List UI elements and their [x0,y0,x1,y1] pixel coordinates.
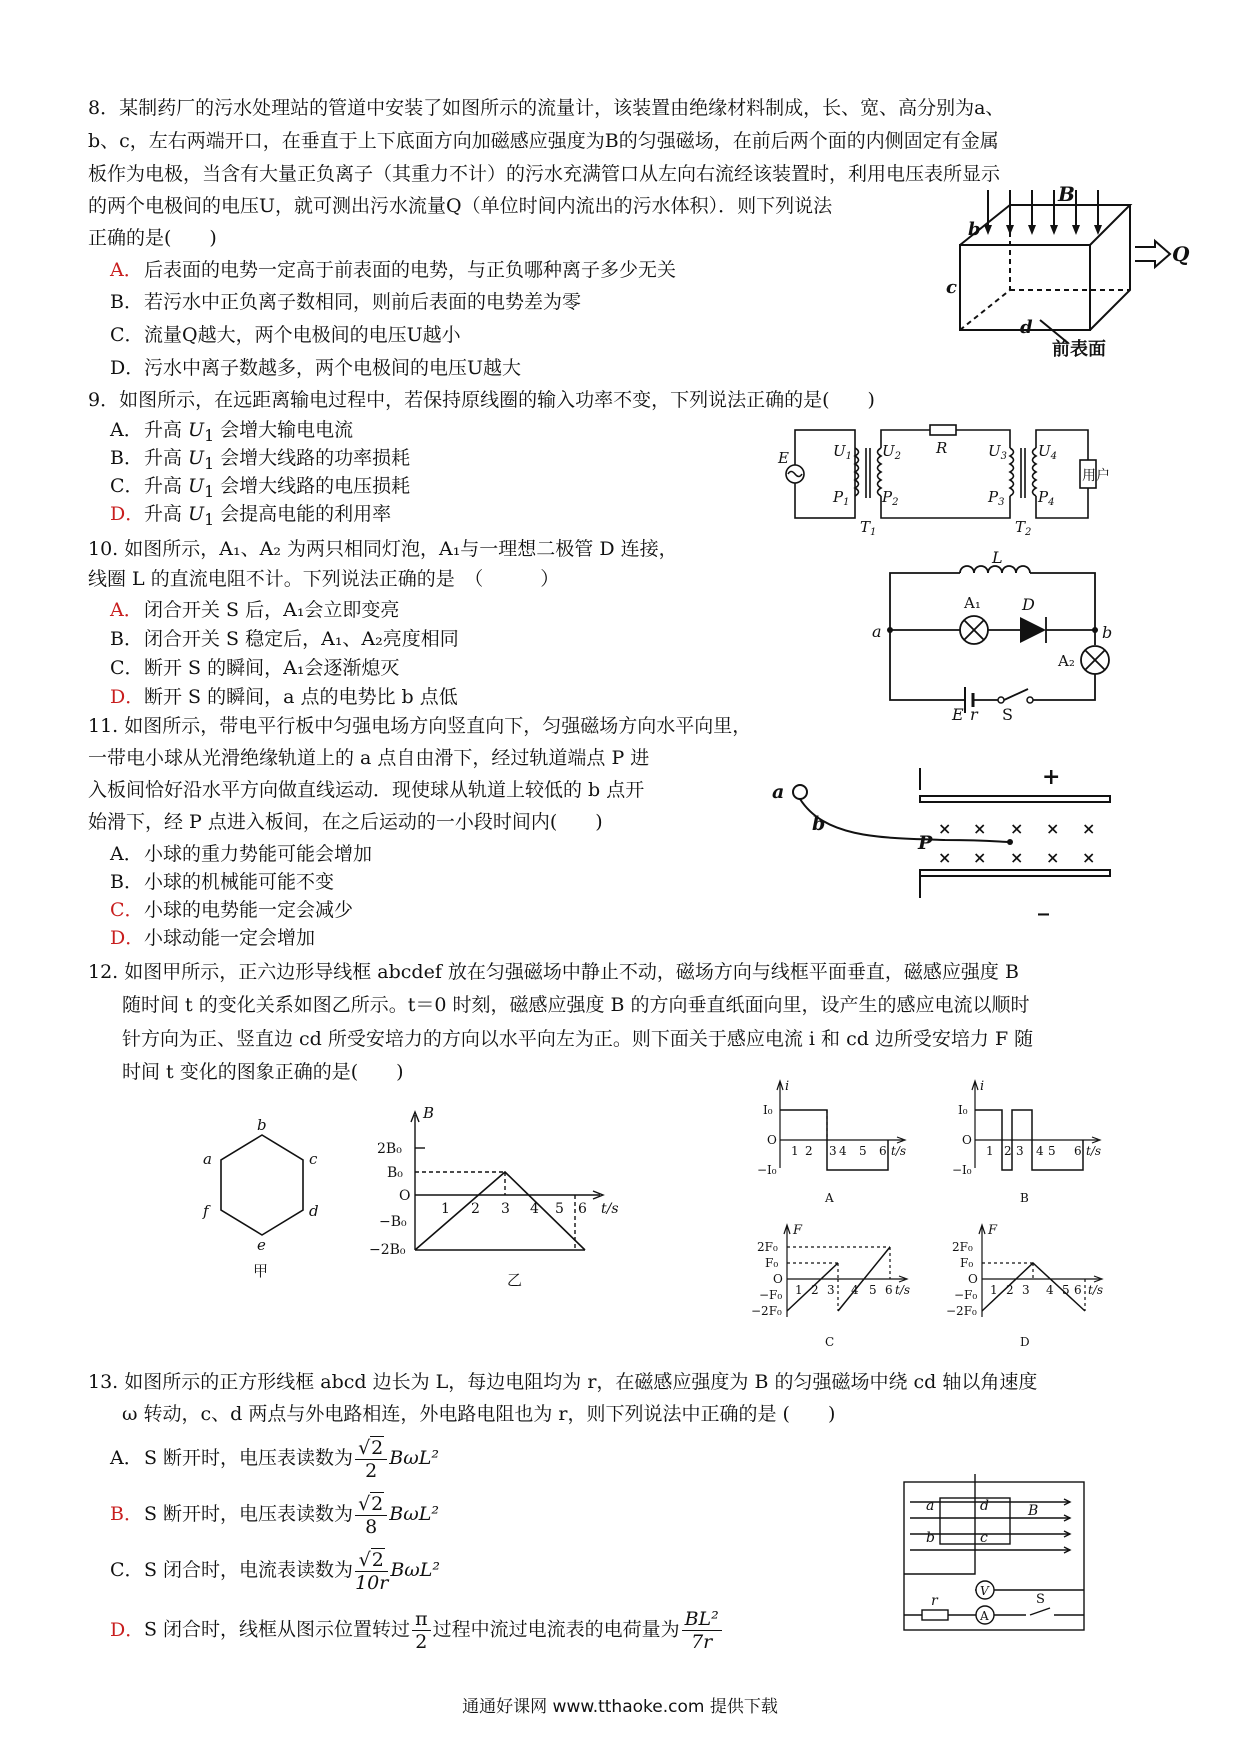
gb-x3: 3 [501,1201,510,1217]
q9-transmission-figure [770,428,1110,538]
q9-option-c: C．升高 $U_1$ 会增大线路的电压损耗 [110,475,411,501]
gC-caption: C [825,1335,835,1349]
gb-caption: 乙 [507,1271,523,1289]
gC-x6: 6 [885,1283,893,1297]
q9-fig-P2: $P_2$ [882,488,899,508]
hex-label-b: b [257,1116,267,1134]
gD-y-2f0: 2F₀ [952,1240,973,1254]
q13-fig-B: B [1028,1503,1039,1519]
gC-x1: 1 [795,1283,803,1297]
q9-fig-U1: $U_1$ [833,442,853,462]
gb-x2: 2 [471,1201,480,1217]
gD-x5: 5 [1062,1283,1070,1297]
q12-graph-B [950,1078,1120,1208]
gD-ylabel: F [988,1223,998,1238]
gb-o: O [399,1188,411,1204]
q11-field-x: × [973,819,987,838]
q11-line-2: 一带电小球从光滑绝缘轨道上的 a 点自由滑下，经过轨道端点 P 进 [88,747,650,769]
gA-ylabel: i [785,1079,790,1094]
gC-x4: 4 [851,1283,859,1297]
q13-coil-figure [900,1470,1100,1635]
q8-fig-label-c: c [946,277,957,298]
hex-label-e: e [257,1236,266,1254]
q12-line-3: 针方向为正、竖直边 cd 所受安培力的方向以水平向左为正。则下面关于感应电流 i 和 cd 边所受安培力 F 随 [122,1028,1034,1050]
q11-field-x: × [938,848,952,867]
q9-option-b: B．升高 $U_1$ 会增大线路的功率损耗 [110,447,411,473]
gC-ylabel: F [793,1223,803,1238]
q11-field-x: × [1046,848,1060,867]
gC-o: O [773,1272,783,1286]
q12-graph-C [751,1222,925,1352]
q8-fig-label-Q: Q [1172,242,1190,266]
q12-line-4: 时间 t 变化的图象正确的是( ) [122,1061,404,1083]
gA-o: O [767,1133,777,1147]
gB-caption: B [1020,1191,1029,1205]
gA-x2: 2 [805,1144,813,1158]
gD-xlabel: t/s [1088,1283,1104,1297]
gA-x3: 3 [829,1144,837,1158]
gb-ylabel: B [423,1104,435,1122]
gC-x5: 5 [869,1283,877,1297]
q12-line-2: 随时间 t 的变化关系如图乙所示。t＝0 时刻，磁感应强度 B 的方向垂直纸面向里，设产生的感应电流以顺时 [122,994,1030,1016]
q13-fig-a: a [926,1498,935,1514]
q10-fig-S: S [1002,705,1013,724]
q10-option-c: C．断开 S 的瞬间，A₁会逐渐熄灭 [110,657,400,679]
gB-x4: 4 [1036,1144,1044,1158]
q13-line-1: 13. 如图所示的正方形线框 abcd 边长为 L，每边电阻均为 r，在磁感应强度为 B 的匀强磁场中绕 cd 轴以角速度 [88,1371,1038,1393]
gD-y-f0: F₀ [960,1256,974,1270]
gB-xlabel: t/s [1086,1144,1102,1158]
gA-x6: 6 [879,1144,887,1158]
q11-field-x: × [1082,819,1096,838]
gD-x1: 1 [990,1283,998,1297]
q10-fig-a: a [872,622,882,641]
q13-fig-A: A [980,1609,989,1623]
q9-option-d: D．升高 $U_1$ 会提高电能的利用率 [110,503,392,529]
q13-fig-d: d [980,1498,989,1514]
gB-x1: 1 [986,1144,994,1158]
q10-fig-A2: A₂ [1058,652,1075,670]
q9-fig-P4: $P_4$ [1038,488,1055,508]
q11-field-x: × [1010,848,1024,867]
q13-fig-b: b [926,1530,935,1546]
gC-y-n2f0: −2F₀ [751,1304,782,1318]
q13-fig-V: V [980,1584,989,1598]
q9-fig-U3: $U_3$ [988,442,1008,462]
q11-line-4: 始滑下，经 P 点进入板间，在之后运动的一小段时间内( ) [88,811,603,833]
q9-fig-E: E [778,449,789,467]
hex-caption: 甲 [253,1262,269,1280]
q8-line-5: 正确的是( ) [88,227,217,249]
q9-fig-T2: $T_2$ [1015,518,1032,538]
q11-plates-figure [770,764,1150,918]
q12-graph-A [755,1078,925,1208]
gB-x2: 2 [1004,1144,1012,1158]
gA-y-i0: I₀ [763,1103,773,1117]
q11-field-x: × [973,848,987,867]
q9-fig-R: R [936,439,948,457]
q10-fig-b: b [1102,623,1113,642]
q9-fig-T1: $T_1$ [860,518,877,538]
gB-ylabel: i [980,1079,985,1094]
q11-line-1: 11. 如图所示，带电平行板中匀强电场方向竖直向下，匀强磁场方向水平向里， [88,715,752,737]
q11-fig-a: a [772,781,785,803]
gA-caption: A [825,1191,834,1205]
q10-line-2: 线圈 L 的直流电阻不计。下列说法正确的是 （ ） [88,568,560,590]
gb-x5: 5 [555,1201,564,1217]
q9-fig-P1: $P_1$ [833,488,850,508]
q12-graph-D [946,1222,1120,1352]
q11-option-b: B．小球的机械能可能不变 [110,871,335,893]
gb-x4: 4 [530,1201,539,1217]
q13-fig-r: r [931,1593,938,1609]
q9-stem: 9．如图所示，在远距离输电过程中，若保持原线圈的输入功率不变，下列说法正确的是( ) [88,389,875,411]
q8-line-3: 板作为电极，当含有大量正负离子（其重力不计）的污水充满管口从左向右流经该装置时，利用电压表所显示 [88,163,1001,185]
gD-y-nf0: −F₀ [954,1288,978,1302]
q8-line-1: 8．某制药厂的污水处理站的管道中安装了如图所示的流量计，该装置由绝缘材料制成，长、宽、高分别为a、 [88,97,1005,119]
q12-graph-b-figure [369,1100,625,1290]
gA-x1: 1 [791,1144,799,1158]
q11-field-x: × [1010,819,1024,838]
q13-option-c: C．S 闭合时，电流表读数为 $\frac{√2}{10r}$ BωL² [110,1549,441,1594]
q10-option-a: A．闭合开关 S 后，A₁会立即变亮 [110,599,400,621]
gC-x2: 2 [811,1283,819,1297]
q9-fig-user: 用户 [1082,468,1110,484]
gb-x1: 1 [441,1201,450,1217]
q13-option-d: D．S 闭合时，线框从图示位置转过 $\frac{\pi}{2}$ 过程中流过电流表的电荷量为 $\frac{\text{BL²}}{7r}$ [110,1608,724,1653]
gB-x5: 5 [1048,1144,1056,1158]
q10-option-d: D．断开 S 的瞬间，a 点的电势比 b 点低 [110,686,458,708]
q10-line-1: 10. 如图所示，A₁、A₂ 为两只相同灯泡，A₁与一理想二极管 D 连接， [88,538,678,560]
q10-circuit-figure [870,545,1120,724]
page-footer: 通通好课网 www.tthaoke.com 提供下载 [462,1697,778,1717]
q8-fig-label-d: d [1020,317,1033,338]
q11-option-c: C．小球的电势能一定会减少 [110,899,354,921]
q10-fig-r: r [970,705,978,724]
hex-label-d: d [309,1202,319,1220]
q10-option-b: B．闭合开关 S 稳定后，A₁、A₂亮度相同 [110,628,459,650]
q11-fig-P: P [918,832,933,854]
gA-x5: 5 [859,1144,867,1158]
q9-fig-U2: $U_2$ [882,442,902,462]
hex-label-c: c [309,1150,318,1168]
gb-y-2b0: 2B₀ [377,1141,402,1157]
q8-line-4: 的两个电极间的电压U，就可测出污水流量Q（单位时间内流出的污水体积）．则下列说法 [88,195,833,217]
gA-xlabel: t/s [891,1144,907,1158]
gC-xlabel: t/s [895,1283,911,1297]
q10-fig-D: D [1022,595,1035,614]
q11-field-x: × [1046,819,1060,838]
gB-y-i0: I₀ [958,1103,968,1117]
q8-option-a: A．后表面的电势一定高于前表面的电势，与正负哪种离子多少无关 [110,259,677,281]
q11-fig-b: b [812,813,826,835]
gD-x2: 2 [1006,1283,1014,1297]
hex-label-a: a [203,1150,212,1168]
q13-fig-c: c [980,1530,988,1546]
gb-x6: 6 [578,1201,587,1217]
q11-field-x: × [938,819,952,838]
q10-fig-E: E [952,705,964,724]
gC-y-f0: F₀ [765,1256,779,1270]
q8-fig-label-B: B [1058,182,1075,206]
gb-y-nb0: −B₀ [379,1214,407,1230]
gB-o: O [962,1133,972,1147]
q12-hexagon-figure [195,1116,335,1280]
gC-y-2f0: 2F₀ [757,1240,778,1254]
gD-x3: 3 [1022,1283,1030,1297]
q8-flowmeter-figure [946,182,1190,365]
q8-line-2: b、c，左右两端开口，在垂直于上下底面方向加磁感应强度为B的匀强磁场，在前后两个面的内侧固定有金属 [88,130,999,152]
gb-y-n2b0: −2B₀ [369,1242,406,1258]
q13-fig-S: S [1036,1592,1045,1607]
q8-option-c: C．流量Q越大，两个电极间的电压U越小 [110,324,461,346]
q12-line-1: 12. 如图甲所示，正六边形导线框 abcdef 放在匀强磁场中静止不动，磁场方向与线框平面垂直，磁感应强度 B [88,961,1019,983]
gC-y-nf0: −F₀ [759,1288,783,1302]
gD-o: O [968,1272,978,1286]
q10-fig-A1: A₁ [964,594,981,612]
gD-x4: 4 [1046,1283,1054,1297]
gb-y-b0: B₀ [387,1165,403,1181]
q11-option-a: A．小球的重力势能可能会增加 [110,843,373,865]
gB-y-ni0: −I₀ [952,1163,972,1177]
gb-xlabel: t/s [601,1201,619,1217]
q11-line-3: 入板间恰好沿水平方向做直线运动．现使球从轨道上较低的 b 点开 [88,779,645,801]
q8-fig-label-front: 前表面 [1052,339,1106,360]
q13-option-b: B．S 断开时，电压表读数为 $\frac{√2}{8}$ BωL² [110,1493,439,1538]
q11-option-d: D．小球动能一定会增加 [110,927,316,949]
q8-fig-label-b: b [968,219,981,240]
hex-label-f: f [203,1202,209,1220]
q11-fig-plus: + [1042,764,1061,790]
gB-x3: 3 [1016,1144,1024,1158]
q11-field-x: × [1082,848,1096,867]
gB-x6: 6 [1074,1144,1082,1158]
gA-x4: 4 [839,1144,847,1158]
gC-x3: 3 [827,1283,835,1297]
q8-option-d: D．污水中离子数越多，两个电极间的电压U越大 [110,357,522,379]
gD-x6: 6 [1074,1283,1082,1297]
gD-y-n2f0: −2F₀ [946,1304,977,1318]
q13-option-a: A．S 断开时，电压表读数为 $\frac{√2}{2}$ BωL² [110,1437,439,1482]
q8-option-b: B．若污水中正负离子数相同，则前后表面的电势差为零 [110,291,582,313]
q13-line-2: ω 转动，c、d 两点与外电路相连，外电路电阻也为 r，则下列说法中正确的是 ( ) [122,1403,836,1425]
q9-option-a: A．升高 $U_1$ 会增大输电电流 [110,419,354,445]
gD-caption: D [1020,1335,1030,1349]
q10-fig-L: L [992,548,1003,567]
q9-fig-P3: $P_3$ [988,488,1005,508]
gA-y-ni0: −I₀ [757,1163,777,1177]
q11-fig-minus: _ [1038,890,1049,916]
q9-fig-U4: $U_4$ [1038,442,1058,462]
